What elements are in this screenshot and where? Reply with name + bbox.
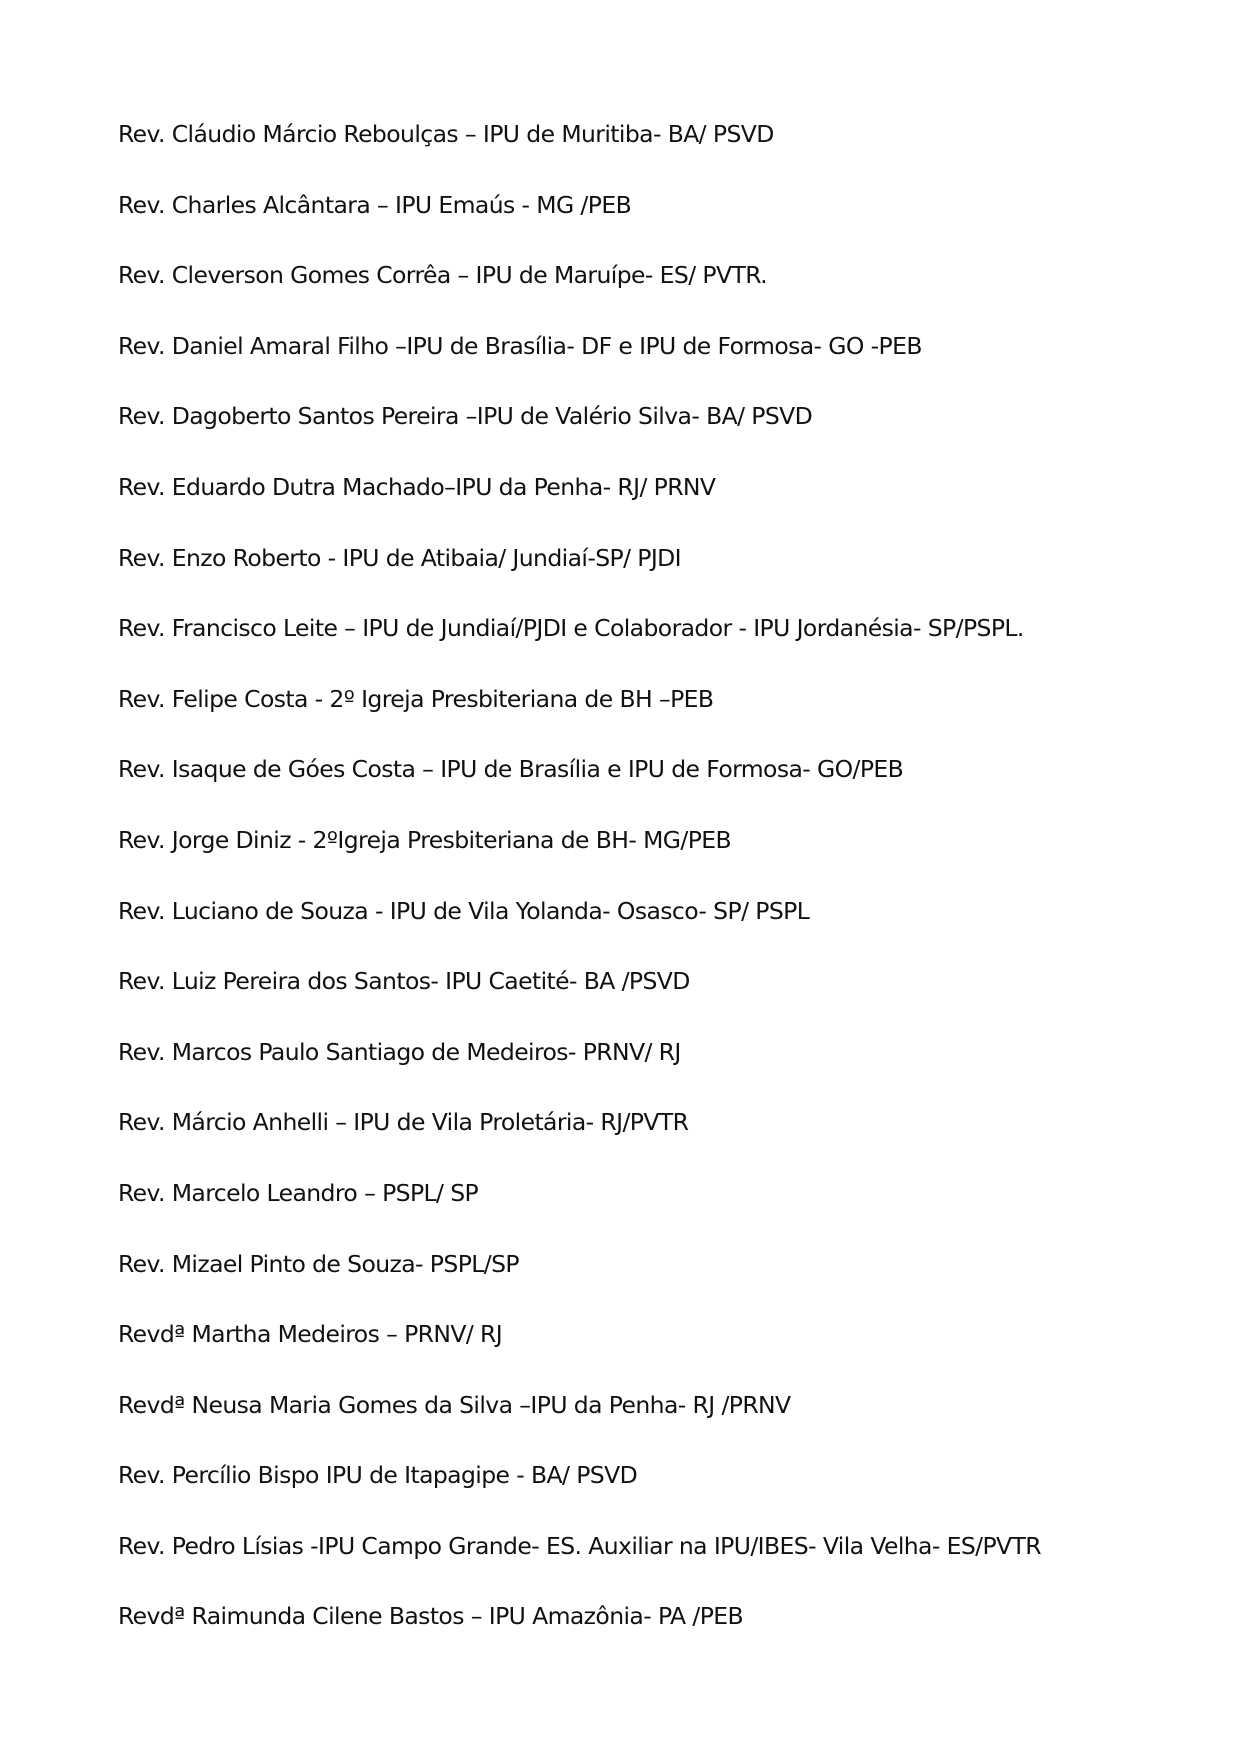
list-item: Rev. Mizael Pinto de Souza- PSPL/SP — [118, 1249, 519, 1278]
list-item: Revdª Martha Medeiros – PRNV/ RJ — [118, 1320, 503, 1349]
list-item: Rev. Cláudio Márcio Reboulças – IPU de Muritiba- BA/ PSVD — [118, 120, 774, 148]
list-item: Rev. Márcio Anhelli – IPU de Vila Proletária- RJ/PVTR — [118, 1108, 689, 1137]
list-item: Rev. Dagoberto Santos Pereira –IPU de Valério Silva- BA/ PSVD — [118, 402, 813, 431]
list-item: Rev. Pedro Lísias -IPU Campo Grande- ES. Auxiliar na IPU/IBES- Vila Velha- ES/PVTR — [118, 1531, 1042, 1560]
list-item: Revdª Neusa Maria Gomes da Silva –IPU da Penha- RJ /PRNV — [118, 1390, 791, 1419]
list-item: Rev. Marcelo Leandro – PSPL/ SP — [118, 1178, 479, 1207]
list-item: Rev. Charles Alcântara – IPU Emaús - MG /PEB — [118, 190, 632, 219]
list-item: Rev. Isaque de Góes Costa – IPU de Brasília e IPU de Formosa- GO/PEB — [118, 755, 904, 784]
list-item: Revdª Raimunda Cilene Bastos – IPU Amazônia- PA /PEB — [118, 1602, 744, 1631]
pastor-list — [118, 115, 1178, 1668]
list-item: Rev. Francisco Leite – IPU de Jundiaí/PJDI e Colaborador - IPU Jordanésia- SP/PSPL. — [118, 614, 1024, 643]
list-item: Rev. Luiz Pereira dos Santos- IPU Caetité- BA /PSVD — [118, 967, 690, 996]
list-item: Rev. Jorge Diniz - 2ºIgreja Presbiteriana de BH- MG/PEB — [118, 825, 732, 854]
list-item: Rev. Eduardo Dutra Machado–IPU da Penha- RJ/ PRNV — [118, 472, 716, 501]
list-item: Rev. Luciano de Souza - IPU de Vila Yolanda- Osasco- SP/ PSPL — [118, 896, 810, 925]
list-item: Rev. Marcos Paulo Santiago de Medeiros- PRNV/ RJ — [118, 1037, 681, 1066]
list-item: Rev. Percílio Bispo IPU de Itapagipe - BA/ PSVD — [118, 1461, 638, 1490]
list-item: Rev. Cleverson Gomes Corrêa – IPU de Maruípe- ES/ PVTR. — [118, 261, 767, 290]
list-item: Rev. Felipe Costa - 2º Igreja Presbiteriana de BH –PEB — [118, 684, 714, 713]
list-item: Rev. Enzo Roberto - IPU de Atibaia/ Jundiaí-SP/ PJDI — [118, 543, 682, 572]
list-item: Rev. Daniel Amaral Filho –IPU de Brasília- DF e IPU de Formosa- GO -PEB — [118, 331, 922, 360]
